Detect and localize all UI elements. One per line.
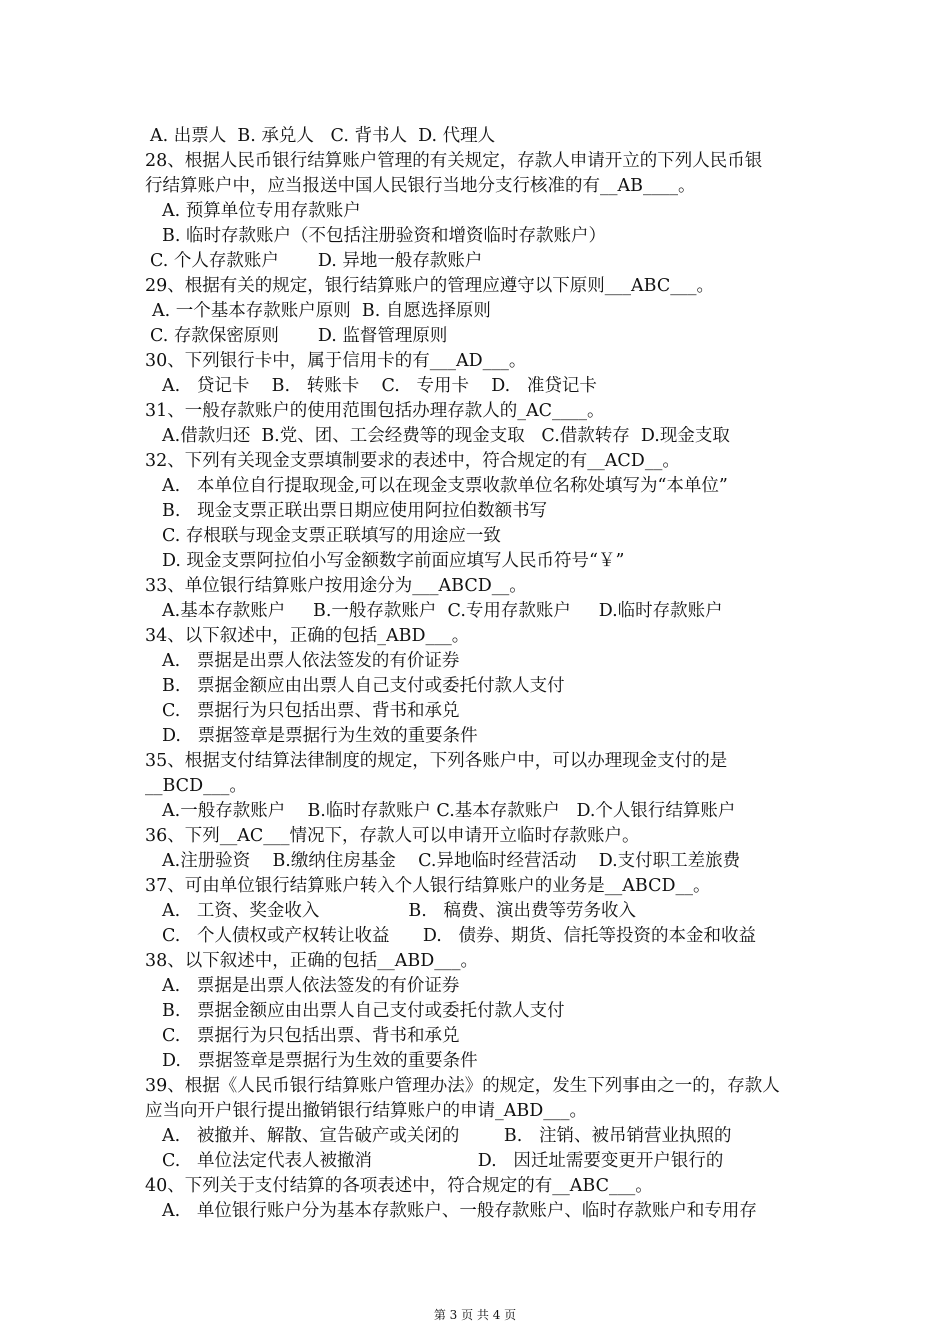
text-line: A. 预算单位专用存款账户 — [162, 201, 361, 221]
text-line: A. 单位银行账户分为基本存款账户、一般存款账户、临时存款账户和专用存 — [162, 1201, 757, 1221]
text-line: __BCD___。 — [145, 776, 247, 796]
text-line: 36、下列__AC___情况下，存款人可以申请开立临时存款账户。 — [145, 826, 640, 846]
text-line: D. 票据签章是票据行为生效的重要条件 — [162, 726, 478, 746]
text-line: B. 临时存款账户（不包括注册验资和增资临时存款账户） — [162, 226, 606, 246]
text-line: A.注册验资 B.缴纳住房基金 C.异地临时经营活动 D.支付职工差旅费 — [162, 851, 741, 871]
text-line: 应当向开户银行提出撤销银行结算账户的申请_ABD___。 — [145, 1101, 588, 1121]
text-line: 33、单位银行结算账户按用途分为___ABCD__。 — [145, 576, 527, 596]
text-line: A. 票据是出票人依法签发的有价证券 — [162, 651, 460, 671]
text-line: 29、根据有关的规定，银行结算账户的管理应遵守以下原则___ABC___。 — [145, 276, 714, 296]
text-line: 28、根据人民币银行结算账户管理的有关规定，存款人申请开立的下列人民币银 — [145, 151, 763, 171]
text-line: 39、根据《人民币银行结算账户管理办法》的规定，发生下列事由之一的，存款人 — [145, 1076, 780, 1096]
text-line: B. 票据金额应由出票人自己支付或委托付款人支付 — [162, 676, 565, 696]
text-line: C. 存款保密原则 D. 监督管理原则 — [150, 326, 448, 346]
text-line: C. 票据行为只包括出票、背书和承兑 — [162, 1026, 460, 1046]
page-footer: 第 3 页 共 4 页 — [433, 1308, 517, 1322]
text-line: C. 票据行为只包括出票、背书和承兑 — [162, 701, 460, 721]
text-line: 30、下列银行卡中，属于信用卡的有___AD___。 — [145, 351, 527, 371]
text-line: 40、下列关于支付结算的各项表述中，符合规定的有__ABC___。 — [145, 1176, 653, 1196]
text-line: 37、可由单位银行结算账户转入个人银行结算账户的业务是__ABCD__。 — [145, 876, 711, 896]
text-line: C. 单位法定代表人被撤消 D. 因迁址需要变更开户银行的 — [162, 1151, 724, 1171]
text-line: C. 个人债权或产权转让收益 D. 债券、期货、信托等投资的本金和收益 — [162, 926, 757, 946]
text-line: A. 出票人 B. 承兑人 C. 背书人 D. 代理人 — [150, 126, 496, 146]
text-line: A. 工资、奖金收入 B. 稿费、演出费等劳务收入 — [162, 901, 637, 921]
text-line: A. 本单位自行提取现金,可以在现金支票收款单位名称处填写为“本单位” — [162, 476, 728, 496]
text-line: 行结算账户中，应当报送中国人民银行当地分支行核准的有__AB____。 — [145, 176, 696, 196]
text-line: A.一般存款账户 B.临时存款账户 C.基本存款账户 D.个人银行结算账户 — [162, 801, 736, 821]
text-line: 31、一般存款账户的使用范围包括办理存款人的_AC____。 — [145, 401, 605, 421]
text-line: B. 现金支票正联出票日期应使用阿拉伯数额书写 — [162, 501, 548, 521]
text-line: C. 个人存款账户 D. 异地一般存款账户 — [150, 251, 483, 271]
text-line: 35、根据支付结算法律制度的规定，下列各账户中，可以办理现金支付的是 — [145, 751, 728, 771]
text-line: C. 存根联与现金支票正联填写的用途应一致 — [162, 526, 501, 546]
text-line: D. 票据签章是票据行为生效的重要条件 — [162, 1051, 478, 1071]
text-line: A. 被撤并、解散、宣告破产或关闭的 B. 注销、被吊销营业执照的 — [162, 1126, 732, 1146]
text-line: A. 一个基本存款账户原则 B. 自愿选择原则 — [152, 301, 491, 321]
text-line: 32、下列有关现金支票填制要求的表述中，符合规定的有__ACD__。 — [145, 451, 680, 471]
text-line: B. 票据金额应由出票人自己支付或委托付款人支付 — [162, 1001, 565, 1021]
text-line: A.借款归还 B.党、团、工会经费等的现金支取 C.借款转存 D.现金支取 — [162, 426, 730, 446]
text-line: 38、以下叙述中，正确的包括__ABD___。 — [145, 951, 479, 971]
text-line: A. 票据是出票人依法签发的有价证券 — [162, 976, 460, 996]
text-line: 34、以下叙述中，正确的包括_ABD___。 — [145, 626, 470, 646]
text-line: D. 现金支票阿拉伯小写金额数字前面应填写人民币符号“￥” — [162, 551, 625, 571]
text-line: A. 贷记卡 B. 转账卡 C. 专用卡 D. 准贷记卡 — [162, 376, 597, 396]
text-line: A.基本存款账户 B.一般存款账户 C.专用存款账户 D.临时存款账户 — [162, 601, 723, 621]
